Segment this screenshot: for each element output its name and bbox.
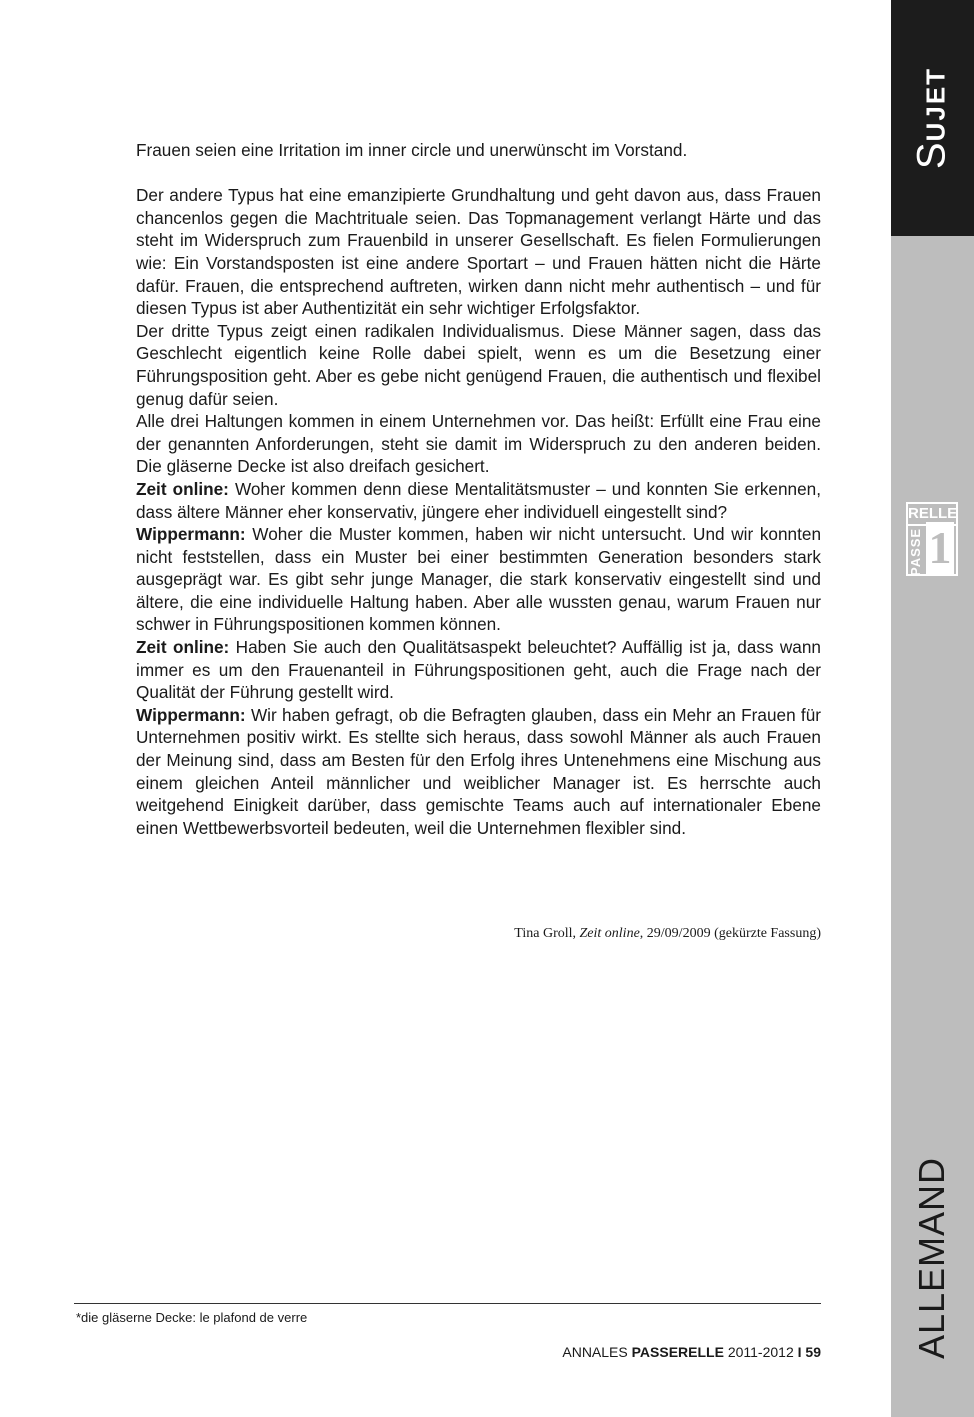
question-text: Haben Sie auch den Qualitätsaspekt beleuchtet? Auffällig ist ja, dass wann immer es um den Frauenanteil in Führungspositionen geht, auch die Frage nach der Qualität der Führung gestellt wird.: [136, 637, 821, 703]
footnote: *die gläserne Decke: le plafond de verre: [76, 1310, 308, 1325]
footer-years: 2011-2012: [723, 1344, 798, 1360]
answer-text: Wir haben gefragt, ob die Befragten glauben, dass ein Mehr an Frauen für Unternehmen positiv wirkt. Es stellte sich heraus, dass sowohl Männer als auch Frauen der Meinung sind, dass am Besten für den Erfolg ihres Untenehmens eine Mischung aus einem gleichen Anteil männlicher und weiblicher Manager ist. Es herrschte auch weitgehend Einigkeit darüber, dass gemischte Teams auch auf internationaler Ebene einen Wettbewerbsvorteil bedeuten, weil die Unternehmen flexibler sind.: [136, 704, 821, 838]
footer-annales: ANNALES: [562, 1344, 632, 1360]
section-label: [910, 67, 955, 169]
source-publication: Zeit online: [579, 926, 640, 941]
interview-question: [136, 478, 821, 523]
speaker-name: Zeit online:: [136, 637, 230, 658]
source-author: Tina Groll,: [514, 926, 580, 941]
logo-number: 1: [926, 522, 954, 574]
passerelle-logo: [906, 502, 958, 576]
speaker-name: Wippermann:: [136, 524, 246, 545]
paragraph: Der dritte Typus zeigt einen radikalen Individualismus. Diese Männer sagen, dass das Geschlecht eigentlich keine Rolle dabei spielt, wenn es um die Besetzung einer Führungsposition geht. Aber es gebe nicht genügend Frauen, die authentisch und flexibel genug dafür seien.: [136, 320, 821, 409]
interview-answer: [136, 704, 821, 840]
logo-top-text: RELLE: [908, 504, 956, 526]
article-body: [136, 139, 821, 839]
subject-label: ALLEMAND: [911, 1156, 952, 1360]
source-citation: [136, 926, 821, 942]
answer-text: Woher die Muster kommen, haben wir nicht untersucht. Und wir konnten nicht feststellen, dass ein Muster bei einer bestimmten Generation besonders stark ausgeprägt war. Es gibt sehr junge Manager, die stark konservativ eingestellt sind und ältere, die eine individuelle Haltung haben. Aber alle wussten genau, warum Frauen nur schwer in Führungspositionen kommen können.: [136, 524, 821, 635]
speaker-name: Wippermann:: [136, 704, 246, 725]
paragraph: Frauen seien eine Irritation im inner circle und unerwünscht im Vorstand.: [136, 140, 688, 160]
speaker-name: Zeit online:: [136, 478, 229, 499]
section-label-rest: UJET: [920, 66, 951, 142]
logo-side-text: PASSE: [908, 527, 923, 576]
section-label-cap: S: [909, 141, 954, 170]
interview-question: [136, 636, 821, 704]
paragraph: Der andere Typus hat eine emanzipierte Grundhaltung und geht davon aus, dass Frauen chancenlos gegen die Machtrituale seien. Das Topmanagement verlangt Härte und das steht im Widerspruch zum Frauenbild in unserer Gesellschaft. Es fielen Formulierungen wie: Ein Vorstandsposten ist eine andere Sportart – und Frauen hätten nicht die Härte dafür. Frauen, die entsprechend auftreten, wirken dann nicht mehr authentisch – und für diesen Typus ist aber Authentizität ein sehr wichtiger Erfolgsfaktor.: [136, 185, 821, 319]
paragraph: Alle drei Haltungen kommen in einem Unternehmen vor. Das heißt: Erfüllt eine Frau eine der genannten Anforderungen, steht sie damit im Widerspruch zu den anderen beiden. Die gläserne Decke ist also dreifach gesichert.: [136, 411, 821, 477]
footer-brand: PASSERELLE: [631, 1344, 724, 1360]
footnote-divider: [74, 1303, 821, 1304]
question-text: Woher kommen denn diese Mentalitätsmuster – und konnten Sie erkennen, dass ältere Männer eher konservativ, jüngere eher individuell eingestellt sind?: [136, 478, 821, 522]
page-number: I 59: [797, 1344, 821, 1360]
interview-answer: [136, 523, 821, 636]
source-date: , 29/09/2009 (gekürzte Fassung): [639, 926, 821, 941]
page-footer: [562, 1344, 821, 1360]
